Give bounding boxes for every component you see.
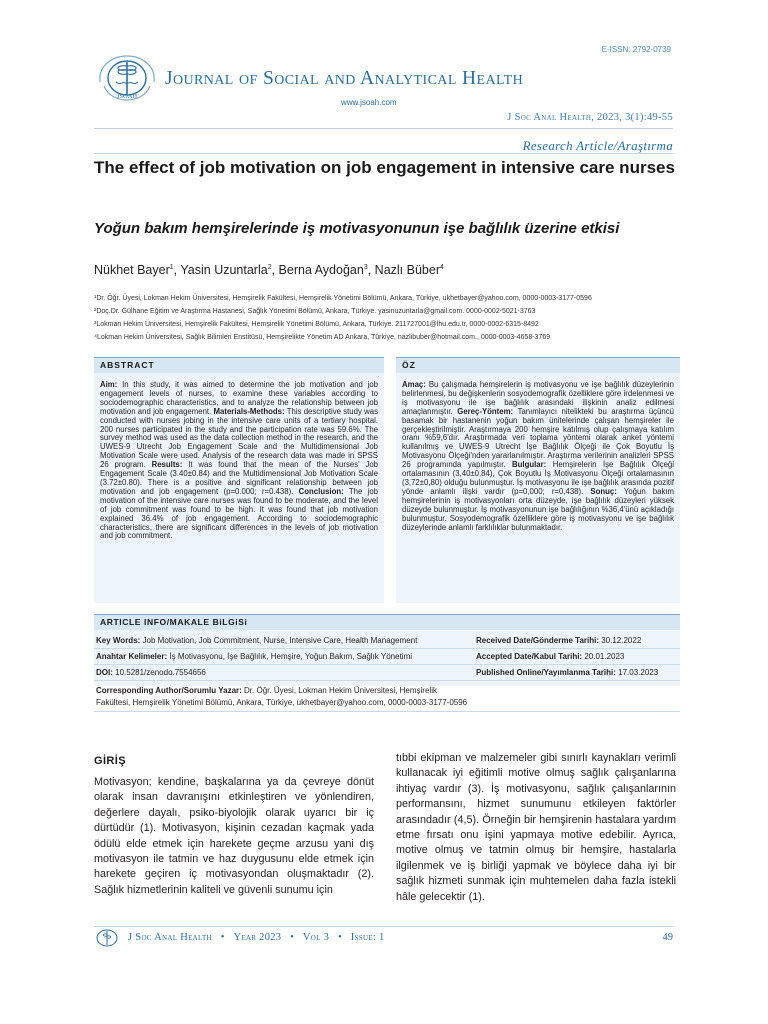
affiliation: ²Doç.Dr. Gülhane Eğitim ve Araştırma Hastanesi, Sağlık Yönetimi Bölümü, Ankara, Türkiye. yasinuzuntarla@gmail.com. 0000-0002-5021-3763 bbox=[94, 308, 536, 315]
affiliation: ⁴Lokman Hekim Üniversitesi, Sağlık Bilimleri Enstitüsü, Hemşirelikte Yönetim AD Ankara, Türkiye, nazlibuber@hotmail.com., 0000-0003-4658-3769 bbox=[94, 334, 551, 341]
article-type-divider bbox=[94, 153, 673, 154]
info-divider bbox=[94, 664, 680, 665]
received-date: Received Date/Gönderme Tarihi: 30.12.2022 bbox=[476, 636, 642, 645]
section-heading: GİRİŞ bbox=[94, 755, 126, 767]
article-subtitle: Yoğun bakım hemşirelerinde iş motivasyonunun işe bağlılık üzerine etkisi bbox=[94, 220, 620, 237]
corresponding-author-row-2: Fakültesi, Hemşirelik Yönetimi Bölümü, Ankara, Türkiye, ukhetbayer@yahoo.com, 0000-0003-3177-0596 bbox=[96, 698, 468, 707]
author-sup: 1 bbox=[169, 263, 174, 271]
info-divider bbox=[94, 680, 680, 681]
affiliation: ³Lokman Hekim Üniversitesi, Hemşirelik Fakültesi, Hemşirelik Yönetimi Bölümü, Ankara, Türkiye. 211727001@lhu.edu.tr, 0000-0002-6315-8492 bbox=[94, 321, 539, 328]
author-name: Nazlı Büber bbox=[374, 263, 440, 277]
author-sup: 2 bbox=[267, 263, 272, 271]
author-name: Nükhet Bayer bbox=[94, 263, 170, 277]
article-info-heading: ARTICLE INFO/MAKALE BiLGiSi bbox=[94, 614, 680, 630]
affiliation: ¹Dr. Öğr. Üyesi, Lokman Hekim Üniversitesi, Hemşirelik Fakültesi, Hemşirelik Yönetimi Bölümü, Ankara, Türkiye, ukhetbayer@yahoo.com, 0000-0003-3177-0596 bbox=[94, 295, 592, 302]
author-list: Nükhet Bayer$^1$, Yasin Uzuntarla$^2$, Berna Aydoğan$^3$, Nazlı Büber$^4$ bbox=[94, 263, 444, 277]
corresponding-author-row: Corresponding Author/Sorumlu Yazar: Dr. Öğr. Üyesi, Lokman Hekim Üniversitesi, Hemşirelik bbox=[96, 686, 437, 695]
info-divider bbox=[94, 711, 680, 712]
oz-heading: ÖZ bbox=[396, 357, 680, 373]
oz-box bbox=[396, 373, 680, 603]
abstract-box bbox=[94, 373, 384, 603]
keywords-row: Key Words: Job Motivation, Job Commitment, Nurse, Intensive Care, Health Management bbox=[96, 636, 418, 645]
abstract-heading: ABSTRACT bbox=[94, 357, 384, 373]
abstract-text: Aim: In this study, it was aimed to determine the job motivation and job engagement levels of nurses, to examine these variables according to sociodemographic characteristics, and to analyze the relationship between job motivation and job engagement. Materials-Methods: This descriptive study was conducted with nurses jobing in the intensive care units of a tertiary hospital. 200 nurses participated in the study and the participation rate was 59.6%. The survey method was used as the data collection method in the research, and the UWES-9 Utrecht Job Engagement Scale and the Multidimensional Job Motivation Scale were used. Analysis of the research data was made in SPSS 26 program. Results: It was found that the mean of the Nurses' Job Engagement Scale (3.40±0.84) and the Multidimensional Job Motivation Scale (3.72±0.80). There is a positive and significant relationship between job motivation and job engagement (p=0.000; r=0.438). Conclusion: The job motivation of the intensive care nurses was found to be moderate, and the level of job commitment was found to be high. It was found that job motivation explained 36.4% of job engagement. According to sociodemographic characteristics, there are significant differences in the levels of job motivation and job commitment. bbox=[100, 380, 379, 541]
body-column-2: tıbbi ekipman ve malzemeler gibi sınırlı kaynakları verimli kullanacak iyi eğitimli motive olmuş sağlık çalışanlarına ihtiyaç vardır (3). İş motivasyonu, sağlık çalışanlarının performansını, hizmet sunumunu etkileyen faktörler arasındadır (4,5). Örneğin bir hemşirenin hastalara yardım etme fırsatı onu işini yapmaya motive edebilir. Ayrıca, motive olmuş ve tatmin olmuş bir hemşire, hastalarla ilgilenmek ve iş birliği yapmak ve böylece daha iyi bir sağlık hizmeti sunmak için muhtemelen daha fazla istekli hâle gelecektir (1). bbox=[396, 752, 676, 903]
journal-title: Journal of Social and Analytical Health bbox=[165, 68, 524, 89]
author-name: Berna Aydoğan bbox=[278, 263, 364, 277]
footer-logo bbox=[94, 929, 120, 947]
keywords-tr-row: Anahtar Kelimeler: İş Motivasyonu, İşe Bağlılık, Hemşire, Yoğun Bakım, Sağlık Yönetimi bbox=[96, 652, 413, 661]
published-date: Published Online/Yayımlanma Tarihi: 17.03.2023 bbox=[476, 668, 659, 677]
info-divider bbox=[94, 648, 680, 649]
oz-text: Amaç: Bu çalışmada hemşirelerin iş motivasyonu ve işe bağlılık düzeylerinin belirlenmesi, bu değişkenlerin sosyodemografik özelliklere göre irdelenmesi ve iş motivasyonu ile işe bağlılık arasındaki ilişkinin analiz edilmesi amaçlanmıştır. Gereç-Yöntem: Tanımlayıcı nitelikteki bu araştırma üçüncü basamak bir hastanenin yoğun bakım ünitelerinde çalışan hemşireler ile gerçekleştirilmiştir. Araştırmaya 200 hemşire katılmış olup çalışmaya katılım oranı %59,6'dır. Araştırmada veri toplama yöntemi olarak anket yöntemi kullanılmış ve UWES-9 Utrecht İşe Bağlılık Ölçeği ile Çok Boyutlu İş Motivasyonu Ölçeği'nden yararlanılmıştır. Araştırma verilerinin analizleri SPSS 26 programında yapılmıştır. Bulgular: Hemşirelerin İşe Bağlılık Ölçeği ortalamasının (3,40±0,84), Çok Boyutlu İş Motivasyonu Ölçeği ortalamasının (3,72±0,80) olduğu bulunmuştur. İş motivasyonu ile işe bağlılık arasında pozitif yönde anlamlı ilişki vardır (p=0,000; r=0,438). Sonuç: Yoğun bakım hemşirelerinin iş motivasyonları orta düzeyde, işe bağlılık düzeyleri yüksek düzeyde bulunmuştur. İş motivasyonunun işe bağlılığının %36,4'ünü açıkladığı bulunmuştur. Sosyodemografik özelliklere göre iş motivasyonu ve işe bağlılık düzeylerinde anlamlı farklılıklar bulunmaktadır. bbox=[402, 380, 675, 532]
eissn: E-ISSN: 2792-0739 bbox=[601, 45, 671, 54]
page-number: 49 bbox=[662, 932, 673, 943]
journal-url[interactable]: www.jsoah.com bbox=[341, 98, 397, 107]
body-column-1: Motivasyon; kendine, başkalarına ya da çevreye dönüt olarak insan davranışını etkinleştiren ve yönlendiren, değerlere dayalı, psiko-biyolojik olarak uyarıcı bir iç dürtüdür (1). Motivasyon, kişinin cezadan kaçmak yada ödülü elde etmek için harekete geçme arzusu yani dış motivasyon ile tatmin ve haz duygusunu elde etmek için harekete geçiren iç motivasyondan oluşmaktadır (2). Sağlık hizmetlerinin kaliteli ve güvenli sunumu için bbox=[94, 776, 374, 896]
doi-link[interactable]: 10.5281/zenodo.7554656 bbox=[115, 668, 206, 677]
accepted-date: Accepted Date/Kabul Tarihi: 20.01.2023 bbox=[476, 652, 625, 661]
journal-citation: J Soc Anal Health, 2023, 3(1):49-55 bbox=[507, 112, 673, 123]
article-type: Research Article/Araştırma bbox=[522, 138, 673, 153]
author-sup: 4 bbox=[439, 263, 444, 271]
svg-text:JSOAH: JSOAH bbox=[116, 93, 138, 100]
header-divider bbox=[94, 128, 673, 129]
journal-logo bbox=[94, 52, 160, 104]
footer-citation: J Soc Anal Health • Year 2023 • Vol 3 • Issue: 1 bbox=[128, 932, 385, 943]
article-title: The effect of job motivation on job engagement in intensive care nurses bbox=[94, 158, 675, 177]
doi-row: DOI: 10.5281/zenodo.7554656 bbox=[96, 668, 206, 677]
footer-divider bbox=[94, 926, 673, 927]
author-sup: 3 bbox=[363, 263, 368, 271]
author-name: Yasin Uzuntarla bbox=[180, 263, 268, 277]
